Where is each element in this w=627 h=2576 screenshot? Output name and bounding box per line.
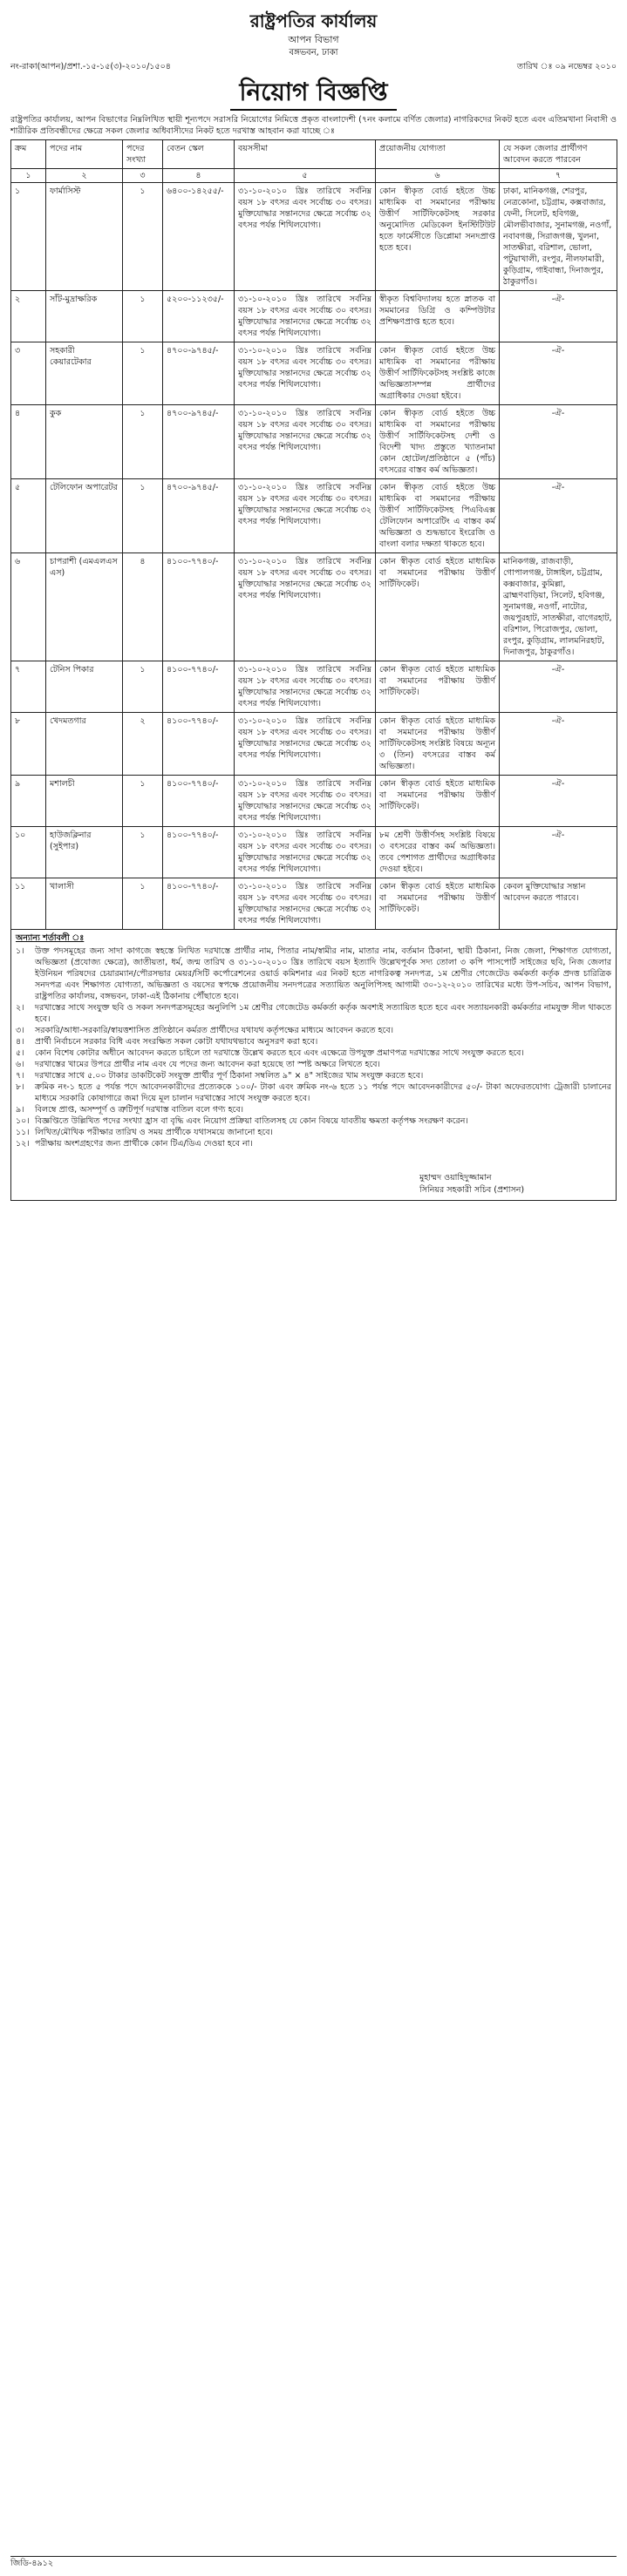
condition-item bbox=[16, 1025, 611, 1036]
condition-number: ৯। bbox=[16, 1105, 24, 1115]
condition-text: পরীক্ষায় অংশগ্রহণের জন্য প্রার্থীকে কোন টিএ/ডিএ দেওয়া হবে না। bbox=[35, 1139, 253, 1149]
row-qualification: কোন স্বীকৃত বোর্ড হইতে উচ্চ মাধ্যমিক বা সমমানের পরীক্ষায় উত্তীর্ণ সার্টিফিকেটসহ দেশী ও বিদেশী খাদ্য প্রস্তুতে খ্যাতনামা কোন হোটেল/প্রতিষ্ঠানে ৫ (পাঁচ) বৎসরের বাস্তব কর্ম অভিজ্ঞতা। bbox=[376, 405, 500, 479]
division-name: আপন বিভাগ bbox=[288, 34, 339, 45]
row-age: ৩১-১০-২০১০ খ্রিঃ তারিখে সর্বনিম্ন বয়স ১৮ বৎসর এবং সর্বোচ্চ ৩০ বৎসর। মুক্তিযোদ্ধার সন্তানদের ক্ষেত্রে সর্বোচ্চ ৩২ বৎসর পর্যন্ত শিথিলযোগ্য। bbox=[235, 878, 376, 930]
col-number: ৩ bbox=[123, 169, 163, 183]
table-row bbox=[11, 405, 617, 479]
posts-table-body bbox=[11, 183, 617, 930]
condition-item bbox=[16, 1002, 611, 1025]
row-age: ৩১-১০-২০১০ খ্রিঃ তারিখে সর্বনিম্ন বয়স ১৮ বৎসর এবং সর্বোচ্চ ৩০ বৎসর। মুক্তিযোদ্ধার সন্তানদের ক্ষেত্রে সর্বোচ্চ ৩২ বৎসর পর্যন্ত শিথিলযোগ্য। bbox=[235, 827, 376, 878]
row-count: ১ bbox=[123, 661, 163, 713]
col-header-districts: যে সকল জেলার প্রার্থীগণ আবেদন করতে পারবেন bbox=[500, 140, 617, 169]
row-scale: ৪১০০-৭৭৪০/- bbox=[163, 661, 235, 713]
row-qualification: কোন স্বীকৃত বোর্ড হইতে মাধ্যমিক বা সমমানের পরীক্ষায় উত্তীর্ণ সার্টিফিকেট। bbox=[376, 661, 500, 713]
column-number-row bbox=[11, 169, 617, 183]
row-qualification: কোন স্বীকৃত বোর্ড হইতে মাধ্যমিক বা সমমানের পরীক্ষায় উত্তীর্ণ সার্টিফিকেট। bbox=[376, 553, 500, 661]
row-post: টেনিস পিকার bbox=[46, 661, 123, 713]
row-count: ১ bbox=[123, 342, 163, 405]
row-age: ৩১-১০-২০১০ খ্রিঃ তারিখে সর্বনিম্ন বয়স ১৮ বৎসর এবং সর্বোচ্চ ৩০ বৎসর। মুক্তিযোদ্ধার সন্তানদের ক্ষেত্রে সর্বোচ্চ ৩২ বৎসর পর্যন্ত শিথিলযোগ্য। bbox=[235, 291, 376, 342]
row-serial: ১১ bbox=[11, 878, 46, 930]
row-qualification: কোন স্বীকৃত বোর্ড হইতে উচ্চ মাধ্যমিক বা সমমানের পরীক্ষায় উত্তীর্ণ সার্টিফিকেটসহ পিএবিএক্স টেলিফোন অপারেটিং এ বাস্তব কর্ম অভিজ্ঞতা ও শুদ্ধভাবে ইংরেজি ও বাংলা বলার দক্ষতা থাকতে হবে। bbox=[376, 479, 500, 553]
condition-item bbox=[16, 1115, 611, 1127]
condition-number: ৫। bbox=[16, 1048, 24, 1058]
col-header-scale: বেতন স্কেল bbox=[163, 140, 235, 169]
table-row bbox=[11, 661, 617, 713]
col-number: ৫ bbox=[235, 169, 376, 183]
notice-title-block bbox=[10, 76, 617, 111]
condition-text: দরখাস্তের খামের উপরে প্রার্থীর নাম এবং যে পদের জন্য আবেদন করা হয়েছে তা স্পষ্ট অক্ষরে লিখতে হবে। bbox=[35, 1060, 380, 1069]
row-count: ১ bbox=[123, 878, 163, 930]
row-age: ৩১-১০-২০১০ খ্রিঃ তারিখে সর্বনিম্ন বয়স ১৮ বৎসর এবং সর্বোচ্চ ৩০ বৎসর। মুক্তিযোদ্ধার সন্তানদের ক্ষেত্রে সর্বোচ্চ ৩২ বৎসর পর্যন্ত শিথিলযোগ্য। bbox=[235, 479, 376, 553]
condition-text: দরখাস্তের সাথে ৫.০০ টাকার ডাকটিকেট সংযুক্ত প্রার্থীর পূর্ণ ঠিকানা সম্বলিত ৯" × ৪" সাইজের খাম সংযুক্ত করতে হবে। bbox=[35, 1071, 424, 1081]
col-number: ৪ bbox=[163, 169, 235, 183]
row-districts: -ঐ- bbox=[500, 661, 617, 713]
table-row bbox=[11, 776, 617, 827]
row-districts: -ঐ- bbox=[500, 291, 617, 342]
row-serial: ২ bbox=[11, 291, 46, 342]
condition-item bbox=[16, 1081, 611, 1104]
table-row bbox=[11, 827, 617, 878]
row-qualification: ৮ম শ্রেণী উত্তীর্ণসহ সংশ্লিষ্ট বিষয়ে ৩ বৎসরের বাস্তব কর্ম অভিজ্ঞতা। তবে পেশাগত প্রার্থীদের অগ্রাধিকার দেওয়া হইবে। bbox=[376, 827, 500, 878]
row-qualification: কোন স্বীকৃত বোর্ড হইতে উচ্চ মাধ্যমিক বা সমমানের পরীক্ষায় উত্তীর্ণ সার্টিফিকেটসহ সরকার অনুমোদিত মেডিকেল ইনস্টিটিউট হতে ফার্মেসীতে ডিপ্লোমা সনদপ্রাপ্ত হতে হবে। bbox=[376, 183, 500, 291]
intro-paragraph: রাষ্ট্রপতির কার্যালয়, আপন বিভাগের নিম্নলিখিত স্থায়ী শূন্যপদে সরাসরি নিয়োগের নিমিত্তে প্রকৃত বাংলাদেশী (৭নং কলামে বর্ণিত জেলার) নাগরিকদের নিকট হতে এবং এতিমখানা নিবাসী ও শারীরিক প্রতিবন্ধীদের ক্ষেত্রে সকল জেলার অধিবাসীদের নিকট হতে দরখাস্ত আহবান করা যাচ্ছে ঃ bbox=[10, 115, 617, 136]
table-row bbox=[11, 553, 617, 661]
row-post: ফার্মাসিস্ট bbox=[46, 183, 123, 291]
condition-number: ৩। bbox=[16, 1026, 24, 1035]
row-qualification: কোন স্বীকৃত বোর্ড হইতে মাধ্যমিক বা সমমানের পরীক্ষায় উত্তীর্ণ সার্টিফিকেটসহ সংশ্লিষ্ট বিষয়ে অন্যূন ৩ (তিন) বৎসরের বাস্তব কর্ম অভিজ্ঞতা। bbox=[376, 713, 500, 776]
col-header-count: পদের সংখ্যা bbox=[123, 140, 163, 169]
row-count: ১ bbox=[123, 405, 163, 479]
row-scale: ৪৭০০-৯৭৪৫/- bbox=[163, 479, 235, 553]
footer-divider bbox=[10, 2556, 617, 2557]
row-scale: ৫২০০-১১২৩৫/- bbox=[163, 291, 235, 342]
row-age: ৩১-১০-২০১০ খ্রিঃ তারিখে সর্বনিম্ন বয়স ১৮ বৎসর এবং সর্বোচ্চ ৩০ বৎসর। মুক্তিযোদ্ধার সন্তানদের ক্ষেত্রে সর্বোচ্চ ৩২ বৎসর পর্যন্ত শিথিলযোগ্য। bbox=[235, 713, 376, 776]
footer-code: জিডি-৪৯১২ bbox=[10, 2559, 54, 2568]
table-row bbox=[11, 342, 617, 405]
condition-number: ৬। bbox=[16, 1060, 24, 1069]
col-header-post: পদের নাম bbox=[46, 140, 123, 169]
row-scale: ৪১০০-৭৭৪০/- bbox=[163, 878, 235, 930]
row-districts: -ঐ- bbox=[500, 776, 617, 827]
row-districts: -ঐ- bbox=[500, 479, 617, 553]
office-address: বঙ্গভবন, ঢাকা bbox=[289, 48, 338, 58]
row-count: ৪ bbox=[123, 553, 163, 661]
col-header-age: বয়সসীমা bbox=[235, 140, 376, 169]
memo-number: নং-রাকা(আপন)/প্রশা.-১৫-১৫(৩)-২০১০/১৫০৪ bbox=[10, 62, 171, 71]
condition-item bbox=[16, 1059, 611, 1070]
col-number: ৬ bbox=[376, 169, 500, 183]
row-age: ৩১-১০-২০১০ খ্রিঃ তারিখে সর্বনিম্ন বয়স ১৮ বৎসর এবং সর্বোচ্চ ৩০ বৎসর। মুক্তিযোদ্ধার সন্তানদের ক্ষেত্রে সর্বোচ্চ ৩২ বৎসর পর্যন্ত শিথিলযোগ্য। bbox=[235, 661, 376, 713]
row-serial: ৮ bbox=[11, 713, 46, 776]
condition-number: ৪। bbox=[16, 1037, 24, 1047]
row-count: ১ bbox=[123, 291, 163, 342]
row-age: ৩১-১০-২০১০ খ্রিঃ তারিখে সর্বনিম্ন বয়স ১৮ বৎসর এবং সর্বোচ্চ ৩০ বৎসর। মুক্তিযোদ্ধার সন্তানদের ক্ষেত্রে সর্বোচ্চ ৩২ বৎসর পর্যন্ত শিথিলযোগ্য। bbox=[235, 405, 376, 479]
reference-row bbox=[10, 61, 617, 72]
row-scale: ৪১০০-৭৭৪০/- bbox=[163, 553, 235, 661]
col-header-qualification: প্রয়োজনীয় যোগ্যতা bbox=[376, 140, 500, 169]
row-age: ৩১-১০-২০১০ খ্রিঃ তারিখে সর্বনিম্ন বয়স ১৮ বৎসর এবং সর্বোচ্চ ৩০ বৎসর। মুক্তিযোদ্ধার সন্তানদের ক্ষেত্রে সর্বোচ্চ ৩২ বৎসর পর্যন্ত শিথিলযোগ্য। bbox=[235, 553, 376, 661]
condition-text: সরকারি/আধা-সরকারি/স্বায়ত্তশাসিত প্রতিষ্ঠানে কর্মরত প্রার্থীদের যথাযথ কর্তৃপক্ষের মাধ্যমে আবেদন করতে হবে। bbox=[35, 1026, 394, 1035]
row-districts: -ঐ- bbox=[500, 713, 617, 776]
posts-table bbox=[10, 139, 617, 930]
notice-date: তারিখ ঃ ০৯ নভেম্বর ২০১০ bbox=[516, 62, 617, 71]
condition-number: ১। bbox=[16, 946, 24, 956]
table-header-row bbox=[11, 140, 617, 169]
table-row bbox=[11, 713, 617, 776]
condition-text: কোন বিশেষ কোটার অধীনে আবেদন করতে চাইলে তা দরখাস্তে উল্লেখ করতে হবে এবং এক্ষেত্রে উপযুক্ত প্রমাণপত্র দরখাস্তের সাথে সংযুক্ত করতে হবে। bbox=[35, 1048, 524, 1058]
signatory-name: মুহাম্মদ ওয়াহিদুজ্জামান bbox=[419, 1173, 492, 1183]
row-districts: কেবল মুক্তিযোদ্ধার সন্তান আবেদন করতে পারবে। bbox=[500, 878, 617, 930]
condition-text: ক্রমিক নং-১ হতে ৫ পর্যন্ত পদে আবেদনকারীদের প্রত্যেককে ১০০/- টাকা এবং ক্রমিক নং-৬ হতে ১১ পর্যন্ত পদে আবেদনকারীদের ৫০/- টাকা অফেরতযোগ্য ট্রেজারী চালানের মাধ্যমে সরকারি কোষাগারে জমা দিয়ে মূল চালান দরখাস্তের সাথে সংযুক্ত করতে হবে। bbox=[35, 1082, 611, 1103]
row-count: ১ bbox=[123, 776, 163, 827]
row-districts: ঢাকা, মানিকগঞ্জ, শেরপুর, নেত্রকোনা, চট্টগ্রাম, কক্সবাজার, ফেনী, সিলেট, হবিগঞ্জ, মৌলভীবাজার, সুনামগঞ্জ, নওগাঁ, নবাবগঞ্জ, সিরাজগঞ্জ, খুলনা, সাতক্ষীরা, বরিশাল, ভোলা, পটুয়াখালী, রংপুর, নীলফামারী, কুড়িগ্রাম, গাইবান্ধা, দিনাজপুর, ঠাকুরগাঁও। bbox=[500, 183, 617, 291]
row-age: ৩১-১০-২০১০ খ্রিঃ তারিখে সর্বনিম্ন বয়স ১৮ বৎসর এবং সর্বোচ্চ ৩০ বৎসর। মুক্তিযোদ্ধার সন্তানদের ক্ষেত্রে সর্বোচ্চ ৩২ বৎসর পর্যন্ত শিথিলযোগ্য। bbox=[235, 342, 376, 405]
row-count: ১ bbox=[123, 827, 163, 878]
row-districts: -ঐ- bbox=[500, 405, 617, 479]
col-header-serial: ক্রম bbox=[11, 140, 46, 169]
table-row bbox=[11, 291, 617, 342]
row-post: চাপরাশী (এমএলএস এস) bbox=[46, 553, 123, 661]
row-scale: ৬৪০০-১৪২৫৫/- bbox=[163, 183, 235, 291]
condition-text: দরখাস্তের সাথে সংযুক্ত ছবি ও সকল সনদপত্রসমূহের অনুলিপি ১ম শ্রেণীর গেজেটেড কর্মকর্তা কর্তৃক অবশ্যই সত্যায়িত হতে হবে এবং সত্যায়নকারী কর্মকর্তার নামযুক্ত সীল থাকতে হবে। bbox=[35, 1003, 611, 1024]
condition-number: ৮। bbox=[16, 1082, 24, 1092]
row-post: মশালচী bbox=[46, 776, 123, 827]
row-post: কুক bbox=[46, 405, 123, 479]
condition-text: প্রার্থী নির্বাচনে সরকার বিধি এবং সংরক্ষিত সকল কোটা যথাযথভাবে অনুসরণ করা হবে। bbox=[35, 1037, 318, 1047]
row-serial: ৩ bbox=[11, 342, 46, 405]
conditions-section bbox=[10, 930, 617, 1201]
row-post: খালাসী bbox=[46, 878, 123, 930]
condition-number: ১১। bbox=[16, 1128, 30, 1137]
condition-text: উক্ত পদসমূহের জন্য সাদা কাগজে স্বহস্তে লিখিত দরখাস্তে প্রার্থীর নাম, পিতার নাম/স্বামীর নাম, মাতার নাম, বর্তমান ঠিকানা, স্থায়ী ঠিকানা, নিজ জেলা, শিক্ষাগত যোগ্যতা, অভিজ্ঞতা (প্রযোজ্য ক্ষেত্রে), জাতীয়তা, ধর্ম, জন্ম তারিখ ও ৩১-১০-২০১০ খ্রিঃ তারিখে বয়স ইত্যাদি উল্লেখপূর্বক সদ্য তোলা ৩ কপি পাসপোর্ট সাইজের ছবি, নিজ জেলার ইউনিয়ন পরিষদের চেয়ারম্যান/পৌরসভার মেয়র/সিটি কর্পোরেশনের ওয়ার্ড কমিশনার এর নিকট হতে নাগরিকত্ব সনদপত্র, ১ম শ্রেণীর গেজেটেড কর্মকর্তা কর্তৃক প্রদত্ত চারিত্রিক সনদপত্র এবং শিক্ষাগত যোগ্যতা, অভিজ্ঞতা ও বয়সের স্বপক্ষে প্রয়োজনীয় সনদপত্রের সত্যায়িত অনুলিপিসহ আগামী ৩০-১২-২০১০ তারিখের মধ্যে উপ-সচিব, আপন বিভাগ, রাষ্ট্রপতির কার্যালয়, বঙ্গভবন, ঢাকা-এই ঠিকানায় পৌঁছাতে হবে। bbox=[35, 946, 611, 1001]
col-number: ২ bbox=[46, 169, 123, 183]
row-scale: ৪১০০-৭৭৪০/- bbox=[163, 713, 235, 776]
condition-number: ১২। bbox=[16, 1139, 30, 1149]
condition-text: বিলম্বে প্রাপ্ত, অসম্পূর্ণ ও ত্রুটিপূর্ণ দরখাস্ত বাতিল বলে গণ্য হবে। bbox=[35, 1105, 244, 1115]
row-count: ১ bbox=[123, 479, 163, 553]
row-count: ২ bbox=[123, 713, 163, 776]
condition-item bbox=[16, 1070, 611, 1081]
signatory-designation: সিনিয়র সহকারী সচিব (প্রশাসন) bbox=[419, 1185, 525, 1195]
notice-title: নিয়োগ বিজ্ঞপ্তি bbox=[230, 76, 396, 111]
condition-item bbox=[16, 946, 611, 1002]
row-age: ৩১-১০-২০১০ খ্রিঃ তারিখে সর্বনিম্ন বয়স ১৮ বৎসর এবং সর্বোচ্চ ৩০ বৎসর। মুক্তিযোদ্ধার সন্তানদের ক্ষেত্রে সর্বোচ্চ ৩২ বৎসর পর্যন্ত শিথিলযোগ্য। bbox=[235, 183, 376, 291]
row-qualification: স্বীকৃত বিশ্ববিদ্যালয় হতে স্নাতক বা সমমানের ডিগ্রি ও কম্পিউটার প্রশিক্ষণপ্রাপ্ত হতে হবে। bbox=[376, 291, 500, 342]
row-post: খেদমতগার bbox=[46, 713, 123, 776]
row-post: টেলিফোন অপারেটর bbox=[46, 479, 123, 553]
row-serial: ৬ bbox=[11, 553, 46, 661]
row-scale: ৪১০০-৭৭৪০/- bbox=[163, 827, 235, 878]
table-row bbox=[11, 183, 617, 291]
row-qualification: কোন স্বীকৃত বোর্ড হইতে মাধ্যমিক বা সমমানের পরীক্ষায় উত্তীর্ণ সার্টিফিকেট। bbox=[376, 776, 500, 827]
condition-item bbox=[16, 1036, 611, 1047]
table-row bbox=[11, 479, 617, 553]
condition-number: ১০। bbox=[16, 1116, 30, 1126]
condition-item bbox=[16, 1104, 611, 1115]
row-post: হাউজক্লিনার (সুইপার) bbox=[46, 827, 123, 878]
col-number: ৭ bbox=[500, 169, 617, 183]
row-serial: ১০ bbox=[11, 827, 46, 878]
row-post: সহকারী কেয়ারটেকার bbox=[46, 342, 123, 405]
row-districts: -ঐ- bbox=[500, 342, 617, 405]
condition-item bbox=[16, 1127, 611, 1138]
row-serial: ১ bbox=[11, 183, 46, 291]
row-qualification: কোন স্বীকৃত বোর্ড হইতে উচ্চ মাধ্যমিক বা সমমানের পরীক্ষায় উত্তীর্ণ সার্টিফিকেটসহ সংশ্লিষ্ট কাজে অভিজ্ঞতাসম্পন্ন প্রার্থীদের অগ্রাধিকার দেওয়া হইবে। bbox=[376, 342, 500, 405]
conditions-title: অন্যান্য শর্তাবলী ঃ bbox=[16, 933, 85, 943]
condition-number: ২। bbox=[16, 1003, 24, 1013]
table-row bbox=[11, 878, 617, 930]
row-districts: -ঐ- bbox=[500, 827, 617, 878]
row-count: ১ bbox=[123, 183, 163, 291]
row-scale: ৪৭০০-৯৭৪৫/- bbox=[163, 342, 235, 405]
condition-item bbox=[16, 1138, 611, 1149]
condition-number: ৭। bbox=[16, 1071, 24, 1081]
condition-item bbox=[16, 1047, 611, 1059]
header bbox=[10, 9, 617, 59]
row-age: ৩১-১০-২০১০ খ্রিঃ তারিখে সর্বনিম্ন বয়স ১৮ বৎসর এবং সর্বোচ্চ ৩০ বৎসর। মুক্তিযোদ্ধার সন্তানদের ক্ষেত্রে সর্বোচ্চ ৩২ বৎসর পর্যন্ত শিথিলযোগ্য। bbox=[235, 776, 376, 827]
row-serial: ৯ bbox=[11, 776, 46, 827]
row-qualification: কোন স্বীকৃত বোর্ড হইতে মাধ্যমিক বা সমমানের পরীক্ষায় উত্তীর্ণ সার্টিফিকেট। bbox=[376, 878, 500, 930]
row-districts: মানিকগঞ্জ, রাজবাড়ী, গোপালগঞ্জ, টাঙ্গাইল, চট্টগ্রাম, কক্সবাজার, কুমিল্লা, ব্রাহ্মণবাড়িয়া, সিলেট, হবিগঞ্জ, সুনামগঞ্জ, নওগাঁ, নাটোর, জয়পুরহাট, সাতক্ষীরা, বাগেরহাট, বরিশাল, পিরোজপুর, ভোলা, রংপুর, কুড়িগ্রাম, লালমনিরহাট, দিনাজপুর, ঠাকুরগাঁও। bbox=[500, 553, 617, 661]
row-scale: ৪১০০-৭৭৪০/- bbox=[163, 776, 235, 827]
row-serial: ৭ bbox=[11, 661, 46, 713]
row-post: সাঁট-মুদ্রাক্ষরিক bbox=[46, 291, 123, 342]
row-scale: ৪৭০০-৯৭৪৫/- bbox=[163, 405, 235, 479]
signature-block bbox=[16, 1172, 611, 1196]
col-number: ১ bbox=[11, 169, 46, 183]
office-name: রাষ্ট্রপতির কার্যালয় bbox=[249, 10, 378, 31]
row-serial: ৪ bbox=[11, 405, 46, 479]
condition-text: লিখিত/মৌখিক পরীক্ষার তারিখ ও সময় প্রার্থীকে যথাসময়ে জানানো হবে। bbox=[35, 1128, 273, 1137]
condition-text: বিজ্ঞপ্তিতে উল্লিখিত পদের সংখ্যা হ্রাস বা বৃদ্ধি এবং নিয়োগ প্রক্রিয়া বাতিলসহ যে কোন বিষয়ে যাবতীয় ক্ষমতা কর্তৃপক্ষ সংরক্ষণ করেন। bbox=[35, 1116, 468, 1126]
row-serial: ৫ bbox=[11, 479, 46, 553]
